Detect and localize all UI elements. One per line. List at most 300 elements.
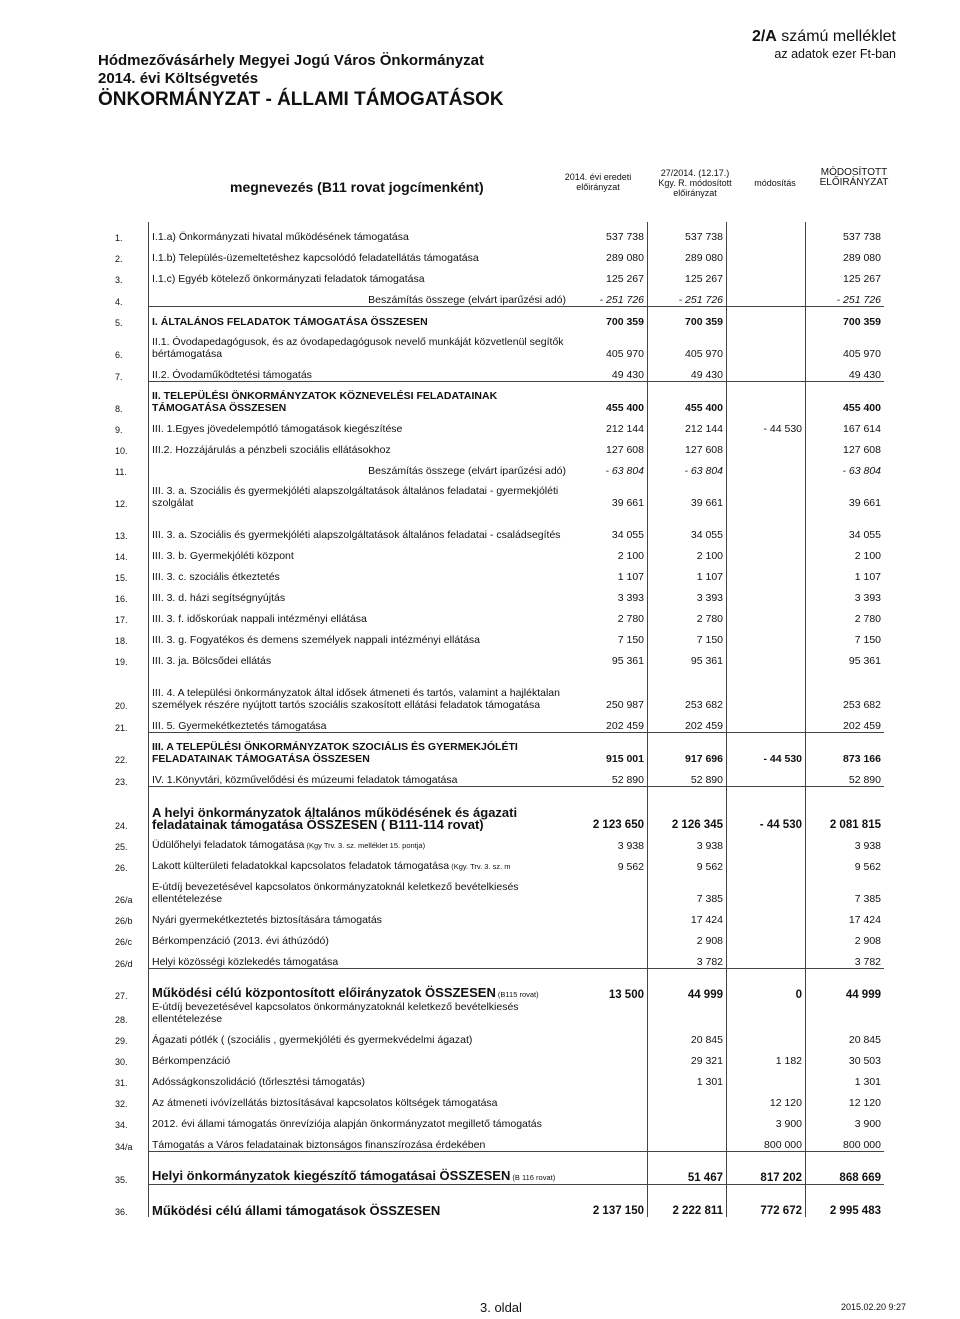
final-value: 868 669 (806, 1152, 885, 1185)
modification-value: - 44 530 (727, 414, 806, 435)
row-label-text: I. ÁLTALÁNOS FELADATOK TÁMOGATÁSA ÖSSZESEN (152, 316, 428, 328)
row-label-text: III. 5. Gyermekétkeztetés támogatása (152, 720, 327, 732)
row-number: 3. (115, 275, 123, 285)
modification-value (727, 583, 806, 604)
row-number: 22. (115, 755, 128, 765)
table-row (112, 382, 884, 415)
original-value: 3 938 (569, 831, 648, 852)
original-value: 212 144 (569, 414, 648, 435)
final-value: 873 166 (806, 733, 885, 766)
table-row (112, 1185, 884, 1218)
row-label-text: Bérkompenzáció (152, 1055, 231, 1067)
row-label-text: III. 3. a. Szociális és gyermekjóléti alapszolgáltatások általános feladatai - családsegítés (152, 529, 561, 541)
final-value: 202 459 (843, 720, 881, 732)
modified-value (648, 1130, 727, 1152)
table-row (112, 947, 884, 969)
modified-value: 7 385 (648, 873, 727, 905)
row-label (149, 646, 570, 667)
original-value: 49 430 (569, 360, 648, 382)
modification-value (727, 477, 806, 509)
row-label (149, 1130, 570, 1152)
modification-value (727, 307, 806, 329)
row-label (149, 1067, 570, 1088)
original-value: 537 738 (569, 222, 648, 243)
modified-value: 51 467 (648, 1152, 727, 1185)
original-value (569, 926, 648, 947)
final-value: 2 995 483 (806, 1185, 885, 1218)
row-label (149, 733, 570, 766)
final-value: 125 267 (843, 273, 881, 285)
modified-value: 17 424 (648, 905, 727, 926)
table-row (112, 509, 884, 541)
modified-value: 3 393 (648, 583, 727, 604)
original-value: 2 780 (569, 604, 648, 625)
row-number: 2. (115, 254, 123, 264)
row-label (149, 414, 570, 435)
row-number: 35. (115, 1174, 128, 1185)
original-value (569, 905, 648, 926)
modification-value (727, 1001, 806, 1025)
original-value: 202 459 (569, 711, 648, 733)
original-value: 250 987 (569, 667, 648, 711)
original-value: 9 562 (569, 852, 648, 873)
modified-value: 52 890 (648, 765, 727, 787)
modification-value (727, 947, 806, 969)
modification-value (727, 926, 806, 947)
row-label-text: Az átmeneti ivóvízellátás biztosításával kapcsolatos költségek támogatása (152, 1097, 498, 1109)
col-final-header: MÓDOSÍTOTT ELŐIRÁNYZAT (819, 167, 889, 188)
modified-value: 2 126 345 (648, 787, 727, 832)
modification-value (727, 831, 806, 852)
row-number: 26. (115, 863, 128, 873)
original-value (569, 1067, 648, 1088)
modified-value: 2 908 (648, 926, 727, 947)
final-value: 253 682 (843, 699, 881, 711)
table-row (112, 604, 884, 625)
original-value: - 63 804 (569, 456, 648, 477)
modification-value (727, 604, 806, 625)
row-label (149, 787, 570, 832)
institution-name: Hódmezővásárhely Megyei Jogú Város Önkormányzat (98, 52, 484, 69)
modification-value (727, 541, 806, 562)
final-value: 700 359 (806, 307, 885, 329)
row-number: 34. (115, 1120, 128, 1130)
row-label-text: Üdülőhelyi feladatok támogatása (152, 839, 305, 851)
row-label (149, 1088, 570, 1109)
row-label-text: Beszámítás összege (elvárt iparűzési adó) (368, 465, 566, 477)
row-label (149, 625, 570, 646)
table-row (112, 583, 884, 604)
row-label-text: Adósságkonszolidáció (tőrlesztési támogatás) (152, 1076, 366, 1088)
row-label-text: II.2. Óvodaműködtetési támogatás (152, 369, 312, 381)
row-label-text: Helyi önkormányzatok kiegészítő támogatásai ÖSSZESEN (152, 1168, 511, 1183)
row-number: 11. (115, 467, 127, 477)
page-number: 3. oldal (480, 1300, 522, 1315)
row-number: 25. (115, 842, 128, 852)
row-label (149, 873, 570, 905)
table-row (112, 765, 884, 787)
row-label-text: III. 3. d. házi segítségnyújtás (152, 592, 286, 604)
modified-value: 3 938 (648, 831, 727, 852)
modification-value (727, 456, 806, 477)
modified-value (648, 1109, 727, 1130)
modification-value: 3 900 (727, 1109, 806, 1130)
modification-value (727, 222, 806, 243)
original-value (569, 1088, 648, 1109)
final-value: 7 385 (854, 893, 881, 905)
row-label (149, 1152, 570, 1185)
original-value (569, 1109, 648, 1130)
modified-value: 405 970 (648, 328, 727, 360)
row-label (149, 541, 570, 562)
row-label (149, 328, 570, 360)
original-value: 13 500 (569, 969, 648, 1002)
final-value: 2 081 815 (806, 787, 885, 832)
row-number: 8. (115, 404, 123, 414)
row-label (149, 307, 570, 329)
row-number: 26/c (115, 937, 133, 947)
modification-value (727, 328, 806, 360)
table-row (112, 873, 884, 905)
table-row (112, 1001, 884, 1025)
table-row (112, 562, 884, 583)
modification-value (727, 1067, 806, 1088)
row-label-text: Beszámítás összege (elvárt iparűzési adó) (368, 294, 566, 306)
modified-value: 95 361 (648, 646, 727, 667)
row-label-text: II.1. Óvodapedagógusok, és az óvodapedagógusok nevelő munkáját közvetlenül segítők bértámogatása (152, 336, 564, 360)
row-label-text: I.1.b) Település-üzemeltetéshez kapcsolódó feladatellátás támogatása (152, 252, 479, 264)
annex-label (752, 28, 896, 46)
row-number: 6. (115, 350, 123, 360)
row-number: 14. (115, 552, 128, 562)
modification-value (727, 562, 806, 583)
row-label (149, 711, 570, 733)
modification-value (727, 765, 806, 787)
row-label-text: III. A TELEPÜLÉSI ÖNKORMÁNYZATOK SZOCIÁLIS ÉS GYERMEKJÓLÉTI FELADATAINAK TÁMOGATÁSA ÖSSZESEN (152, 741, 518, 765)
modification-value (727, 509, 806, 541)
modification-value: 772 672 (727, 1185, 806, 1218)
final-value: 537 738 (843, 231, 881, 243)
final-value: 2 100 (854, 550, 881, 562)
row-label (149, 947, 570, 969)
row-label-note: (B 116 rovat) (510, 1173, 556, 1182)
table-row (112, 733, 884, 766)
original-value (569, 1152, 648, 1185)
row-label-text: Lakott külterületi feladatokkal kapcsolatos feladatok támogatása (152, 860, 450, 872)
table-row (112, 905, 884, 926)
row-label (149, 1025, 570, 1046)
original-value: 405 970 (569, 328, 648, 360)
modified-value: 455 400 (648, 382, 727, 415)
row-label (149, 360, 570, 382)
table-row (112, 243, 884, 264)
row-label-text: Ágazati pótlék ( (szociális , gyermekjóléti és gyermekvédelmi ágazat) (152, 1034, 473, 1046)
row-number: 31. (115, 1078, 128, 1088)
modification-value (727, 382, 806, 415)
row-label (149, 264, 570, 285)
table-row (112, 414, 884, 435)
row-number: 20. (115, 701, 128, 711)
modified-value: 2 780 (648, 604, 727, 625)
row-label (149, 1001, 570, 1025)
final-value: 34 055 (848, 529, 881, 541)
original-value (569, 873, 648, 905)
modified-value: 20 845 (648, 1025, 727, 1046)
row-number: 12. (115, 499, 128, 509)
final-value: 20 845 (848, 1034, 881, 1046)
row-label (149, 477, 570, 509)
row-label-text: Működési célú központosított előirányzatok ÖSSZESEN (152, 985, 496, 1000)
modification-value: - 44 530 (727, 787, 806, 832)
final-value (806, 1001, 885, 1025)
row-number: 5. (115, 318, 123, 328)
table-row (112, 435, 884, 456)
row-number: 17. (115, 615, 128, 625)
row-number: 10. (115, 446, 128, 456)
final-value: 3 782 (854, 956, 881, 968)
row-number: 32. (115, 1099, 128, 1109)
modified-value (648, 1088, 727, 1109)
row-label (149, 926, 570, 947)
modified-value: - 63 804 (648, 456, 727, 477)
row-label-note: (Kgy. Trv. 3. sz. m (449, 862, 511, 871)
modified-value: 202 459 (648, 711, 727, 733)
table-row (112, 1130, 884, 1152)
row-number: 4. (115, 296, 123, 307)
document-title: ÖNKORMÁNYZAT - ÁLLAMI TÁMOGATÁSOK (98, 89, 504, 110)
modification-value (727, 1025, 806, 1046)
modification-value (727, 711, 806, 733)
original-value: 1 107 (569, 562, 648, 583)
modification-value: 0 (727, 969, 806, 1002)
final-value: 1 107 (854, 571, 881, 583)
col-modified-header: 27/2014. (12.17.) Kgy. R. módosított előirányzat (658, 168, 732, 198)
row-label (149, 765, 570, 787)
row-label (149, 562, 570, 583)
row-number: 7. (115, 371, 123, 382)
row-number: 9. (115, 425, 123, 435)
row-label (149, 285, 570, 307)
modified-value: 39 661 (648, 477, 727, 509)
modification-value: 817 202 (727, 1152, 806, 1185)
modified-value: 49 430 (648, 360, 727, 382)
table-row (112, 969, 884, 1002)
annex-number: 2/A (751, 28, 777, 45)
modified-value: 125 267 (648, 264, 727, 285)
original-value (569, 1046, 648, 1067)
row-label (149, 509, 570, 541)
document-header (98, 52, 504, 111)
modified-value: 700 359 (648, 307, 727, 329)
final-value: 3 900 (854, 1118, 881, 1130)
table-row (112, 285, 884, 307)
row-number: 29. (115, 1036, 128, 1046)
annex-header (752, 28, 896, 61)
row-number: 24. (115, 821, 128, 831)
row-label-note: (B115 rovat) (495, 990, 539, 999)
modified-value: 127 608 (648, 435, 727, 456)
row-number: 13. (115, 531, 128, 541)
row-number: 21. (115, 722, 128, 733)
final-value: 1 301 (854, 1076, 881, 1088)
original-value: 2 137 150 (569, 1185, 648, 1218)
row-label-text: III. 3. c. szociális étkeztetés (152, 571, 280, 583)
original-value: 915 001 (569, 733, 648, 766)
row-number: 26/a (115, 895, 133, 905)
row-label (149, 1185, 570, 1218)
row-label (149, 243, 570, 264)
budget-table (112, 222, 884, 1217)
row-number: 26/d (115, 958, 133, 969)
modified-value: 9 562 (648, 852, 727, 873)
modified-value: 537 738 (648, 222, 727, 243)
row-label-note: (Kgy Trv. 3. sz. melléklet 15. pontja) (304, 841, 426, 850)
table-row (112, 1088, 884, 1109)
original-value (569, 1130, 648, 1152)
row-number: 23. (115, 776, 128, 787)
row-label-text: III. 3. b. Gyermekjóléti központ (152, 550, 294, 562)
row-label (149, 604, 570, 625)
final-value: 95 361 (848, 655, 881, 667)
row-label-text: III. 3. f. időskorúak nappali intézményi ellátása (152, 613, 367, 625)
original-value: 3 393 (569, 583, 648, 604)
row-number: 34/a (115, 1141, 133, 1152)
row-label-text: IV. 1.Könyvtári, közművelődési és múzeumi feladatok támogatása (152, 774, 458, 786)
row-label (149, 905, 570, 926)
row-label (149, 969, 570, 1002)
original-value: 289 080 (569, 243, 648, 264)
table-row (112, 264, 884, 285)
row-label-text: A helyi önkormányzatok általános működésének és ágazati feladatainak támogatása ÖSSZESEN ( B111-114 rovat) (152, 805, 518, 831)
modified-value: 212 144 (648, 414, 727, 435)
table-row (112, 307, 884, 329)
modified-value: 2 100 (648, 541, 727, 562)
table-row (112, 1152, 884, 1185)
final-value: 7 150 (854, 634, 881, 646)
row-label (149, 667, 570, 711)
modified-value: 289 080 (648, 243, 727, 264)
row-label-text: Nyári gyermekétkeztetés biztosítására támogatás (152, 914, 382, 926)
original-value (569, 947, 648, 969)
col-modification-header: módosítás (754, 178, 796, 188)
row-number: 28. (115, 1015, 128, 1025)
row-number: 27. (115, 991, 128, 1001)
row-label-text: III. 3. g. Fogyatékos és demens személyek nappali intézményi ellátása (152, 634, 481, 646)
row-number: 1. (115, 233, 123, 243)
table-row (112, 328, 884, 360)
modified-value: 253 682 (648, 667, 727, 711)
modification-value (727, 905, 806, 926)
original-value: 455 400 (569, 382, 648, 415)
table-row (112, 787, 884, 832)
final-value: 9 562 (854, 861, 881, 873)
row-label-text: III. 1.Egyes jövedelempótló támogatások kiegészítése (152, 423, 403, 435)
table-row (112, 1067, 884, 1088)
final-value: 44 999 (806, 969, 885, 1002)
final-value: 405 970 (843, 348, 881, 360)
modified-value: 34 055 (648, 509, 727, 541)
row-label (149, 852, 570, 873)
budget-year: 2014. évi Költségvetés (98, 70, 259, 87)
row-label-text: Támogatás a Város feladatainak biztonságos finanszírozása érdekében (152, 1139, 486, 1151)
modified-value: 1 301 (648, 1067, 727, 1088)
table-row (112, 625, 884, 646)
modified-value (648, 1001, 727, 1025)
modified-value: - 251 726 (648, 285, 727, 307)
modification-value: 1 182 (727, 1046, 806, 1067)
row-number: 16. (115, 594, 128, 604)
final-value: 3 938 (854, 840, 881, 852)
modification-value: - 44 530 (727, 733, 806, 766)
original-value: 2 100 (569, 541, 648, 562)
table-row (112, 477, 884, 509)
modification-value (727, 243, 806, 264)
row-label-text: I.1.c) Egyéb kötelező önkormányzati feladatok támogatása (152, 273, 425, 285)
original-value: 125 267 (569, 264, 648, 285)
original-value: 34 055 (569, 509, 648, 541)
row-label (149, 435, 570, 456)
modification-value (727, 285, 806, 307)
row-label-text: E-útdíj bevezetésével kapcsolatos önkormányzatoknál keletkező bevételkiesés ellentételezése (152, 881, 519, 905)
print-date: 2015.02.20 9:27 (840, 1302, 906, 1312)
row-number: 19. (115, 657, 128, 667)
modification-value (727, 873, 806, 905)
final-value: 127 608 (843, 444, 881, 456)
original-value: 127 608 (569, 435, 648, 456)
row-label-text: Bérkompenzáció (2013. évi áthúzódó) (152, 935, 329, 947)
original-value (569, 1001, 648, 1025)
row-label-text: E-útdíj bevezetésével kapcsolatos önkormányzatoknál keletkező bevételkiesés ellentételezése (152, 1001, 519, 1025)
modified-value: 3 782 (648, 947, 727, 969)
row-label (149, 1046, 570, 1067)
modification-value (727, 264, 806, 285)
row-number: 18. (115, 636, 128, 646)
modified-value: 1 107 (648, 562, 727, 583)
final-value: 289 080 (843, 252, 881, 264)
table-row (112, 360, 884, 382)
row-number: 36. (115, 1207, 128, 1217)
row-number: 26/b (115, 916, 133, 926)
table-row (112, 852, 884, 873)
row-label-text: III. 4. A települési önkormányzatok által idősek átmeneti és tartós, valamint a hajléktalan személyek részére nyújtott tartós szociális szakosított ellátási feladatok támogatása (152, 687, 560, 711)
table-row (112, 541, 884, 562)
row-label-text: Helyi közösségi közlekedés támogatása (152, 956, 339, 968)
original-value: 700 359 (569, 307, 648, 329)
final-value: 3 393 (854, 592, 881, 604)
final-value: - 63 804 (842, 465, 881, 477)
row-label (149, 831, 570, 852)
final-value: 52 890 (848, 774, 881, 786)
final-value: 39 661 (848, 497, 881, 509)
modification-value (727, 435, 806, 456)
modification-value (727, 625, 806, 646)
table-row (112, 1046, 884, 1067)
table-row (112, 831, 884, 852)
row-label-text: 2012. évi állami támogatás önrevíziója alapján önkormányzatot megillető támogatás (152, 1118, 542, 1130)
modification-value (727, 852, 806, 873)
modification-value (727, 667, 806, 711)
row-label-text: III.2. Hozzájárulás a pénzbeli szociális ellátásokhoz (152, 444, 391, 456)
original-value: 2 123 650 (569, 787, 648, 832)
original-value: 7 150 (569, 625, 648, 646)
final-value: 49 430 (848, 369, 881, 381)
table-row (112, 1025, 884, 1046)
col-name-header: megnevezés (B11 rovat jogcímenként) (230, 179, 484, 195)
modified-value: 29 321 (648, 1046, 727, 1067)
row-number: 15. (115, 573, 128, 583)
table-row (112, 1109, 884, 1130)
modification-value: 12 120 (727, 1088, 806, 1109)
